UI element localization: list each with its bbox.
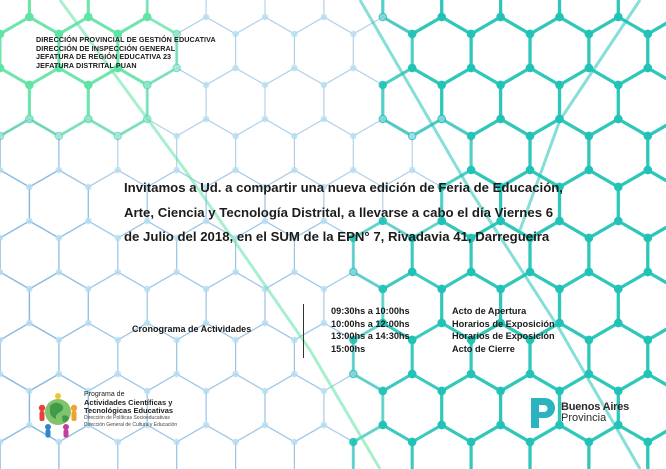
header-line: DIRECCIÓN PROVINCIAL DE GESTIÓN EDUCATIVA	[36, 35, 216, 44]
hex-node	[585, 336, 593, 344]
hex-node	[115, 371, 121, 377]
hex-node	[496, 387, 504, 395]
hex-node	[350, 31, 356, 37]
hex-cell	[236, 17, 295, 85]
hex-node	[232, 31, 238, 37]
program-line: Programa de	[84, 391, 125, 398]
hex-node	[526, 30, 534, 38]
hex-node	[644, 336, 652, 344]
hex-cell	[29, 272, 88, 340]
hex-node	[174, 167, 180, 173]
hex-node	[496, 285, 504, 293]
hex-node	[291, 133, 297, 139]
invitation-text	[124, 176, 604, 250]
hex-node	[585, 166, 593, 174]
hex-node	[262, 388, 268, 394]
hex-node	[115, 235, 121, 241]
hex-node	[232, 371, 238, 377]
hex-node	[644, 132, 652, 140]
hex-node	[321, 286, 327, 292]
hex-node	[614, 319, 622, 327]
hex-node	[26, 218, 32, 224]
hex-node	[496, 421, 504, 429]
hex-node	[26, 286, 32, 292]
hex-node	[379, 81, 387, 89]
hex-node	[232, 269, 238, 275]
schedule-table	[331, 305, 555, 355]
hex-node	[84, 81, 92, 89]
hex-node	[380, 14, 386, 20]
hex-node	[526, 370, 534, 378]
hex-node	[350, 65, 356, 71]
schedule-time: 15:00hs	[331, 343, 366, 354]
hex-cell	[471, 425, 530, 469]
hex-cell	[265, 374, 324, 442]
schedule-row	[331, 330, 555, 343]
hex-node	[438, 421, 446, 429]
hex-node	[467, 268, 475, 276]
hex-node	[614, 115, 622, 123]
hex-node	[350, 269, 356, 275]
hex-node	[438, 387, 446, 395]
hex-node	[144, 82, 150, 88]
hex-node	[56, 133, 62, 139]
hex-node	[379, 387, 387, 395]
hex-node	[291, 31, 297, 37]
hex-node	[644, 370, 652, 378]
hex-node	[379, 285, 387, 293]
hex-cell	[294, 425, 353, 469]
hex-node	[555, 13, 563, 21]
hex-node	[350, 133, 356, 139]
schedule-row	[331, 343, 555, 356]
hex-node	[438, 13, 446, 21]
hex-cell	[383, 0, 442, 34]
buenos-aires-mark-icon	[529, 396, 557, 430]
hex-node	[644, 30, 652, 38]
hex-node	[84, 13, 92, 21]
hex-node	[85, 184, 91, 190]
hex-node	[644, 64, 652, 72]
hex-node	[262, 320, 268, 326]
hex-node	[56, 337, 62, 343]
province-logo	[529, 396, 639, 432]
hex-node	[291, 439, 297, 445]
hex-node	[379, 421, 387, 429]
hex-cell	[29, 170, 88, 238]
hex-node	[115, 133, 121, 139]
program-line: Dirección General de Cultura y Educación	[84, 422, 178, 428]
hex-node	[174, 337, 180, 343]
header-line: DIRECCIÓN DE INSPECCIÓN GENERAL	[36, 43, 176, 53]
invitation-line: de Julio del 2018, en el SUM de la EPN° 7, Rivadavia 41, Darregueira	[124, 229, 550, 244]
hex-cell	[265, 68, 324, 136]
hex-node	[467, 30, 475, 38]
hex-node	[321, 388, 327, 394]
hex-node	[585, 30, 593, 38]
hex-node	[439, 116, 445, 122]
hex-node	[262, 422, 268, 428]
hex-node	[408, 370, 416, 378]
hex-node	[644, 166, 652, 174]
schedule-activity: Horarios de Exposición	[452, 318, 555, 329]
header-line: JEFATURA DE REGIÓN EDUCATIVA 23	[36, 52, 172, 62]
hex-node	[115, 269, 121, 275]
hex-node	[644, 438, 652, 446]
hex-node	[262, 82, 268, 88]
hex-node	[321, 14, 327, 20]
hex-node	[614, 285, 622, 293]
hex-node	[232, 167, 238, 173]
hex-node	[144, 286, 150, 292]
hex-cell	[294, 17, 353, 85]
hex-node	[291, 371, 297, 377]
schedule-title: Cronograma de Actividades	[132, 324, 252, 334]
hex-node	[232, 439, 238, 445]
hex-cell	[0, 170, 29, 238]
hex-cell	[236, 425, 295, 469]
hex-node	[203, 388, 209, 394]
hex-node	[496, 115, 504, 123]
hex-node	[56, 269, 62, 275]
hex-node	[409, 167, 415, 173]
hex-cell	[324, 0, 383, 34]
hex-node	[232, 65, 238, 71]
hex-node	[85, 116, 91, 122]
hex-node	[467, 64, 475, 72]
hex-node	[585, 268, 593, 276]
hex-node	[614, 13, 622, 21]
hex-node	[350, 167, 356, 173]
hex-node	[496, 81, 504, 89]
hex-node	[644, 234, 652, 242]
hex-node	[203, 116, 209, 122]
hex-node	[585, 132, 593, 140]
schedule-activity: Acto de Apertura	[452, 306, 527, 316]
hex-node	[614, 81, 622, 89]
hex-cell	[29, 68, 88, 136]
hex-node	[174, 371, 180, 377]
hex-node	[555, 387, 563, 395]
hex-node	[321, 320, 327, 326]
invitation-line: Invitamos a Ud. a compartir una nueva edición de Feria de Educación,	[124, 180, 563, 195]
hex-node	[644, 268, 652, 276]
hex-node	[291, 167, 297, 173]
hex-node	[25, 13, 33, 21]
province-logo-text	[561, 402, 629, 424]
hex-node	[56, 235, 62, 241]
hex-cell	[324, 68, 383, 136]
hex-cell	[0, 0, 29, 34]
hex-node	[409, 133, 415, 139]
hex-node	[262, 116, 268, 122]
hex-node	[467, 438, 475, 446]
hex-node	[232, 337, 238, 343]
hex-node	[203, 286, 209, 292]
hex-node	[26, 388, 32, 394]
hex-cell	[353, 425, 412, 469]
hex-node	[349, 438, 357, 446]
hex-node	[350, 371, 356, 377]
hex-node	[408, 64, 416, 72]
hex-node	[26, 116, 32, 122]
program-line: Dirección de Políticas Socioeducativas	[84, 415, 170, 421]
hex-cell	[206, 374, 265, 442]
hex-node	[85, 320, 91, 326]
hex-node	[203, 82, 209, 88]
schedule-row	[331, 305, 555, 318]
hex-node	[614, 183, 622, 191]
hex-node	[26, 422, 32, 428]
hex-node	[321, 82, 327, 88]
hex-node	[526, 166, 534, 174]
hex-cell	[265, 0, 324, 34]
hex-node	[174, 269, 180, 275]
hex-cell	[0, 221, 59, 289]
hex-node	[321, 116, 327, 122]
hex-cell	[0, 68, 29, 136]
hex-node	[174, 133, 180, 139]
hex-cell	[442, 0, 501, 34]
hex-node	[555, 81, 563, 89]
hex-node	[26, 184, 32, 190]
hex-node	[438, 81, 446, 89]
program-logo-text	[84, 391, 177, 428]
hex-cell	[618, 272, 666, 340]
hex-node	[291, 337, 297, 343]
hex-node	[56, 371, 62, 377]
hex-cell	[618, 68, 666, 136]
hex-node	[232, 133, 238, 139]
hex-node	[526, 438, 534, 446]
hex-node	[85, 286, 91, 292]
hex-cell	[618, 170, 666, 238]
hex-node	[526, 268, 534, 276]
hex-cell	[560, 0, 619, 34]
hex-node	[115, 167, 121, 173]
schedule-divider	[303, 304, 304, 358]
hex-node	[467, 166, 475, 174]
hex-cell	[147, 0, 206, 34]
hex-cell	[412, 425, 471, 469]
hex-node	[526, 64, 534, 72]
hex-node	[262, 14, 268, 20]
province-line: Provincia	[561, 412, 607, 424]
hex-node	[291, 65, 297, 71]
hex-cell	[648, 425, 666, 469]
hex-node	[85, 218, 91, 224]
hex-node	[438, 285, 446, 293]
schedule-activity: Horarios de Exposición	[452, 331, 555, 341]
hex-node	[115, 337, 121, 343]
province-line: Buenos Aires	[561, 401, 630, 413]
hex-node	[25, 81, 33, 89]
hex-node	[203, 422, 209, 428]
hex-node	[291, 269, 297, 275]
invitation-line: Arte, Ciencia y Tecnología Distrital, a llevarse a cabo el día Viernes 6	[124, 204, 554, 220]
hex-node	[555, 285, 563, 293]
hex-cell	[0, 272, 29, 340]
hex-node	[408, 268, 416, 276]
hex-cell	[0, 323, 59, 391]
hex-node	[321, 422, 327, 428]
header-line: JEFATURA DISTRITAL PUAN	[36, 60, 137, 70]
hex-node	[614, 387, 622, 395]
program-logo	[36, 390, 196, 440]
hex-cell	[88, 0, 147, 34]
hex-cell	[0, 374, 29, 442]
program-line: Tecnológicas Educativas	[84, 406, 174, 415]
schedule-activity: Acto de Cierre	[452, 343, 515, 354]
schedule-time: 10:00hs a 12:00hs	[331, 318, 410, 329]
children-globe-icon	[36, 390, 80, 438]
hex-cell	[206, 0, 265, 34]
hex-node	[526, 132, 534, 140]
hex-node	[467, 132, 475, 140]
schedule-row	[331, 318, 555, 331]
hex-cell	[59, 323, 118, 391]
hex-node	[614, 217, 622, 225]
hex-node	[26, 320, 32, 326]
hex-cell	[501, 0, 560, 34]
hex-node	[56, 167, 62, 173]
hex-node	[408, 30, 416, 38]
hex-node	[496, 13, 504, 21]
hex-node	[380, 116, 386, 122]
hex-cell	[206, 68, 265, 136]
hex-node	[203, 14, 209, 20]
hex-node	[585, 438, 593, 446]
hex-node	[467, 370, 475, 378]
schedule-time: 09:30hs a 10:00hs	[331, 306, 410, 316]
schedule-time: 13:00hs a 14:30hs	[331, 331, 410, 341]
institution-header	[36, 36, 216, 70]
hex-cell	[59, 221, 118, 289]
hex-node	[408, 438, 416, 446]
program-line: Actividades Científicas y	[84, 398, 173, 407]
hex-node	[143, 13, 151, 21]
